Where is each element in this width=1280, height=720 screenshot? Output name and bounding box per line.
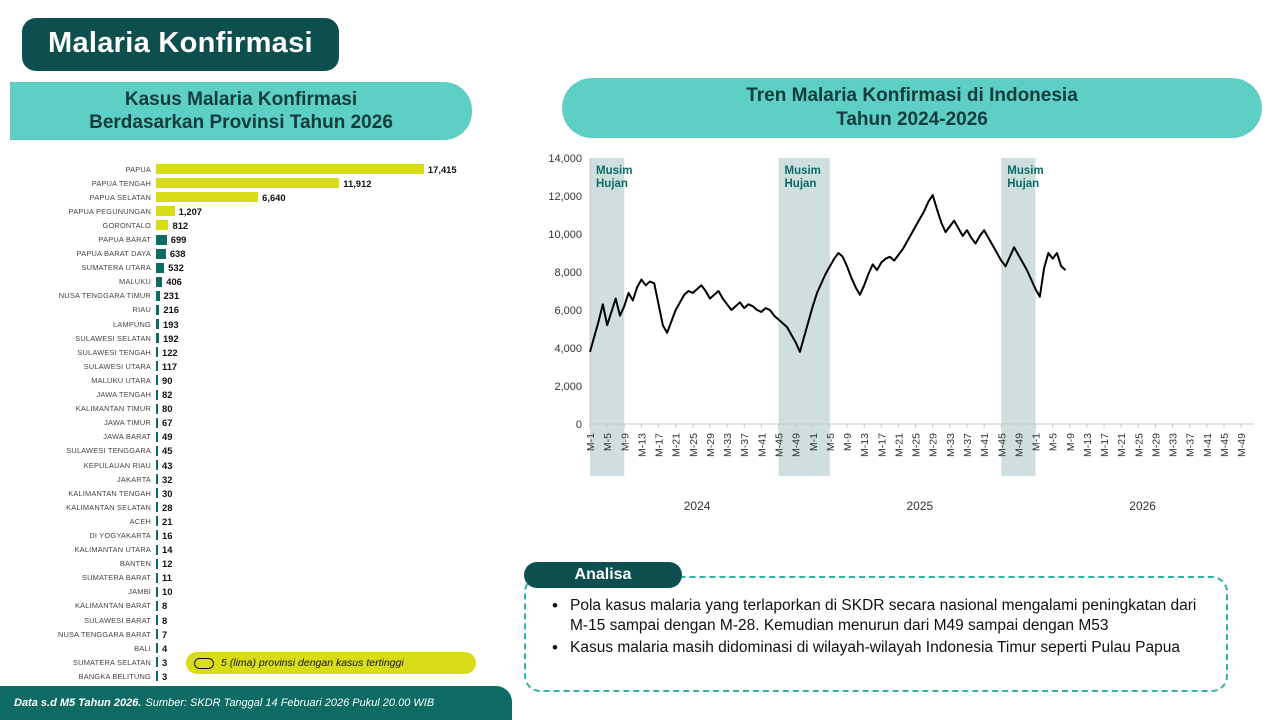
- page-title: [22, 18, 339, 71]
- bar-row: [8, 317, 524, 331]
- bar-row: [8, 247, 524, 261]
- season-band: [590, 158, 624, 476]
- bar-category-label: RIAU: [132, 305, 151, 315]
- bar-row: [8, 528, 524, 542]
- bar-category-label: JAWA TIMUR: [104, 418, 151, 428]
- x-axis-tick-label: M-21: [1116, 433, 1129, 457]
- province-bar-chart: [8, 162, 524, 682]
- x-axis-tick-label: M-29: [1150, 433, 1163, 457]
- bar-category-label: SULAWESI SELATAN: [75, 333, 151, 343]
- footer-source: Sumber: SKDR Tanggal 14 Februari 2026 Pukul 20.00 WIB: [145, 697, 435, 709]
- y-axis-tick-label: 4,000: [554, 343, 582, 355]
- bar-track: [156, 275, 524, 289]
- x-axis-tick-label: M-29: [704, 433, 717, 457]
- national-trend-chart: [522, 150, 1270, 520]
- bar-fill: [156, 643, 158, 653]
- bar-track: [156, 359, 524, 373]
- bar-row: [8, 303, 524, 317]
- bar-track: [156, 402, 524, 416]
- bar-fill: [156, 460, 158, 470]
- analysis-item: • Kasus malaria masih didominasi di wilayah-wilayah Indonesia Timur seperti Pulau Papua: [548, 638, 1210, 658]
- bar-row: [8, 416, 524, 430]
- bar-row: [8, 275, 524, 289]
- bar-track: [156, 388, 524, 402]
- bar-track: [156, 317, 524, 331]
- bar-value-label: 12: [162, 558, 173, 570]
- bar-fill: [156, 502, 158, 512]
- bar-category-label: KALIMANTAN UTARA: [74, 545, 151, 555]
- bar-category-label: JAKARTA: [117, 474, 151, 484]
- analysis-list: [548, 596, 1210, 658]
- bar-category-label: LAMPUNG: [113, 319, 151, 329]
- bar-track: [156, 373, 524, 387]
- bar-category-label: BALI: [134, 643, 151, 653]
- x-axis-tick-label: M-17: [653, 433, 666, 457]
- bar-track: [156, 162, 524, 176]
- bar-fill: [156, 432, 158, 442]
- bar-fill: [156, 404, 158, 414]
- bar-category-label: KALIMANTAN TENGAH: [68, 488, 151, 498]
- bar-track: [156, 444, 524, 458]
- bar-track: [156, 585, 524, 599]
- bar-value-label: 14: [162, 544, 173, 556]
- x-axis-tick-label: M-25: [687, 433, 700, 457]
- bar-value-label: 406: [166, 276, 182, 288]
- bar-row: [8, 514, 524, 528]
- season-band-label: Hujan: [1007, 178, 1040, 190]
- bar-fill: [156, 164, 424, 174]
- x-axis-tick-label: M-45: [996, 433, 1009, 457]
- bar-track: [156, 218, 524, 232]
- x-axis-tick-label: M-1: [585, 433, 597, 452]
- bar-row: [8, 289, 524, 303]
- bar-track: [156, 472, 524, 486]
- x-axis-tick-label: M-1: [807, 433, 820, 452]
- x-axis-tick-label: M-5: [1047, 433, 1060, 452]
- x-axis-tick-label: M-33: [1167, 433, 1180, 457]
- y-axis-tick-label: 8,000: [554, 267, 582, 279]
- bar-value-label: 10: [162, 586, 173, 598]
- bar-fill: [156, 657, 158, 667]
- bar-value-label: 45: [162, 445, 173, 457]
- bar-fill: [156, 474, 158, 484]
- x-axis-year-label: 2026: [1129, 499, 1156, 513]
- y-axis-tick-label: 6,000: [554, 305, 582, 317]
- bar-category-label: BANTEN: [119, 559, 151, 569]
- x-axis-tick-label: M-37: [739, 433, 752, 457]
- bar-fill: [156, 319, 159, 329]
- bar-row: [8, 458, 524, 472]
- x-axis-tick-label: M-13: [859, 433, 872, 457]
- bar-track: [156, 500, 524, 514]
- analysis-title-pill: [524, 562, 682, 588]
- bar-category-label: SULAWESI TENGAH: [77, 347, 151, 357]
- bar-track: [156, 331, 524, 345]
- bar-track: [156, 599, 524, 613]
- bar-category-label: BANGKA BELITUNG: [78, 671, 151, 681]
- bar-fill: [156, 587, 158, 597]
- bar-value-label: 4: [162, 642, 168, 654]
- x-axis-tick-label: M-13: [636, 433, 649, 457]
- season-band-label: Musim: [596, 165, 633, 177]
- bar-category-label: MALUKU UTARA: [91, 375, 151, 385]
- bar-row: [8, 204, 524, 218]
- bar-track: [156, 204, 524, 218]
- bar-value-label: 3: [162, 656, 168, 668]
- bar-value-label: 16: [162, 529, 173, 541]
- x-axis-year-label: 2025: [906, 499, 934, 513]
- analysis-box: [524, 576, 1228, 692]
- bar-category-label: PAPUA BARAT: [98, 235, 151, 245]
- analysis-title: Analisa: [574, 566, 632, 583]
- bar-fill: [156, 333, 159, 343]
- bar-value-label: 8: [162, 614, 168, 626]
- bar-track: [156, 289, 524, 303]
- bar-row: [8, 176, 524, 190]
- bar-value-label: 28: [162, 501, 173, 513]
- bar-row: [8, 402, 524, 416]
- y-axis-tick-label: 2,000: [554, 381, 582, 393]
- x-axis-tick-label: M-5: [824, 433, 837, 452]
- bar-fill: [156, 249, 166, 259]
- bar-category-label: ACEH: [129, 516, 151, 526]
- x-axis-tick-label: M-49: [790, 433, 803, 457]
- bar-fill: [156, 601, 158, 611]
- bar-row: [8, 557, 524, 571]
- bar-fill: [156, 178, 339, 188]
- trend-chart-svg: [522, 150, 1270, 520]
- y-axis-tick-label: 12,000: [548, 191, 582, 203]
- bar-value-label: 21: [162, 515, 173, 527]
- legend-top5: [186, 652, 476, 674]
- bar-value-label: 117: [162, 360, 178, 372]
- bar-fill: [156, 530, 158, 540]
- bar-category-label: KALIMANTAN BARAT: [74, 601, 151, 611]
- bar-track: [156, 430, 524, 444]
- bar-value-label: 638: [169, 248, 186, 260]
- bar-fill: [156, 390, 158, 400]
- bar-category-label: NUSA TENGGARA TIMUR: [58, 291, 151, 301]
- x-axis-tick-label: M-1: [1030, 433, 1043, 452]
- bar-category-label: NUSA TENGGARA BARAT: [57, 629, 151, 639]
- bar-row: [8, 331, 524, 345]
- x-axis-tick-label: M-9: [1064, 433, 1077, 452]
- bar-value-label: 80: [162, 403, 173, 415]
- bar-track: [156, 345, 524, 359]
- bar-row: [8, 571, 524, 585]
- bar-category-label: PAPUA SELATAN: [89, 192, 151, 202]
- x-axis-tick-label: M-41: [1201, 433, 1214, 457]
- y-axis-tick-label: 14,000: [548, 153, 582, 165]
- bar-track: [156, 486, 524, 500]
- bar-category-label: MALUKU: [118, 277, 151, 287]
- x-axis-tick-label: M-13: [1081, 433, 1094, 457]
- x-axis-tick-label: M-21: [893, 433, 906, 457]
- x-axis-tick-label: M-17: [1099, 433, 1112, 457]
- x-axis-tick-label: M-9: [842, 433, 855, 452]
- bar-row: [8, 190, 524, 204]
- bar-category-label: DI YOGYAKARTA: [89, 530, 151, 540]
- x-axis-tick-label: M-9: [619, 433, 632, 452]
- bar-row: [8, 388, 524, 402]
- x-axis-tick-label: M-33: [944, 433, 957, 457]
- bar-row: [8, 585, 524, 599]
- bar-row: [8, 373, 524, 387]
- bar-track: [156, 458, 524, 472]
- y-axis-tick-label: 0: [575, 419, 582, 431]
- bar-fill: [156, 347, 158, 357]
- x-axis-tick-label: M-21: [670, 433, 683, 457]
- bar-track: [156, 247, 524, 261]
- bar-value-label: 8: [162, 600, 168, 612]
- bar-category-label: SULAWESI UTARA: [83, 361, 151, 371]
- bar-category-label: SULAWESI TENGGARA: [66, 446, 151, 456]
- bar-row: [8, 430, 524, 444]
- bar-category-label: JAWA BARAT: [103, 432, 151, 442]
- bar-track: [156, 613, 524, 627]
- bar-fill: [156, 361, 158, 371]
- bar-category-label: GORONTALO: [102, 220, 151, 230]
- bar-value-label: 6,640: [262, 191, 286, 203]
- analysis-item: • Pola kasus malaria yang terlaporkan di SKDR secara nasional mengalami peningkatan dari M-15 sampai dengan M-28. Kemudian menurun dari M49 sampai dengan M53: [548, 596, 1210, 636]
- x-axis-tick-label: M-41: [756, 433, 769, 457]
- x-axis-tick-label: M-5: [602, 433, 615, 452]
- left-chart-title-line1: Kasus Malaria Konfirmasi: [124, 88, 358, 110]
- x-axis-tick-label: M-49: [1236, 433, 1249, 457]
- bar-fill: [156, 573, 158, 583]
- bar-fill: [156, 446, 158, 456]
- bar-category-label: KALIMANTAN TIMUR: [75, 404, 151, 414]
- bar-value-label: 32: [162, 473, 173, 485]
- bar-value-label: 90: [162, 374, 173, 386]
- x-axis-tick-label: M-41: [979, 433, 992, 457]
- trend-chart-title-line2: Tahun 2024-2026: [836, 109, 988, 130]
- bar-track: [156, 571, 524, 585]
- source-footer: [0, 686, 512, 720]
- bar-fill: [156, 615, 158, 625]
- bar-track: [156, 190, 524, 204]
- bar-fill: [156, 418, 158, 428]
- bar-fill: [156, 375, 158, 385]
- bar-track: [156, 303, 524, 317]
- bar-category-label: PAPUA BARAT DAYA: [76, 249, 151, 259]
- left-chart-title-line2: Berdasarkan Provinsi Tahun 2026: [89, 112, 393, 133]
- bar-row: [8, 444, 524, 458]
- x-axis-tick-label: M-25: [910, 433, 923, 457]
- bar-category-label: PAPUA TENGAH: [91, 178, 151, 188]
- bar-track: [156, 557, 524, 571]
- bar-fill: [156, 488, 158, 498]
- bar-track: [156, 416, 524, 430]
- bar-row: [8, 486, 524, 500]
- bar-value-label: 67: [162, 417, 173, 429]
- bar-fill: [156, 192, 258, 202]
- bar-category-label: KALIMANTAN SELATAN: [66, 502, 151, 512]
- x-axis-tick-label: M-37: [1184, 433, 1197, 457]
- bar-track: [156, 232, 524, 246]
- bar-fill: [156, 291, 160, 301]
- bar-category-label: JAWA TENGAH: [96, 390, 151, 400]
- bar-value-label: 231: [163, 290, 180, 302]
- bar-row: [8, 232, 524, 246]
- bar-value-label: 216: [163, 304, 179, 316]
- bar-fill: [156, 671, 158, 681]
- x-axis-tick-label: M-45: [1219, 433, 1232, 457]
- bar-fill: [156, 559, 158, 569]
- bar-fill: [156, 545, 158, 555]
- bar-fill: [156, 277, 162, 287]
- x-axis-tick-label: M-49: [1013, 433, 1026, 457]
- bar-category-label: SUMATERA SELATAN: [73, 657, 151, 667]
- bar-fill: [156, 516, 158, 526]
- x-axis-year-label: 2024: [683, 499, 711, 513]
- bar-category-label: SULAWESI BARAT: [84, 615, 151, 625]
- x-axis-tick-label: M-33: [722, 433, 735, 457]
- bar-track: [156, 543, 524, 557]
- left-chart-header: [10, 82, 472, 140]
- legend-swatch-icon: [194, 658, 214, 669]
- bar-category-label: PAPUA PEGUNUNGAN: [68, 206, 151, 216]
- bar-row: [8, 261, 524, 275]
- bar-row: [8, 543, 524, 557]
- legend-label: 5 (lima) provinsi dengan kasus tertinggi: [221, 657, 404, 669]
- trend-chart-header: [562, 78, 1262, 138]
- bar-row: [8, 218, 524, 232]
- x-axis-tick-label: M-29: [927, 433, 940, 457]
- bar-track: [156, 176, 524, 190]
- bar-value-label: 17,415: [427, 163, 457, 175]
- bar-value-label: 11,912: [343, 177, 372, 189]
- x-axis-tick-label: M-17: [876, 433, 889, 457]
- bar-value-label: 3: [162, 670, 168, 682]
- bar-fill: [156, 263, 164, 273]
- bar-value-label: 122: [162, 346, 178, 358]
- season-band: [1001, 158, 1035, 476]
- bar-track: [156, 528, 524, 542]
- bar-category-label: SUMATERA UTARA: [81, 263, 151, 273]
- bar-row: [8, 500, 524, 514]
- bar-fill: [156, 220, 168, 230]
- bar-value-label: 192: [162, 332, 179, 344]
- footer-data-period: Data s.d M5 Tahun 2026.: [14, 697, 142, 709]
- bar-value-label: 532: [168, 262, 184, 274]
- season-band-label: Hujan: [784, 178, 817, 190]
- bar-value-label: 7: [162, 628, 168, 640]
- bar-value-label: 812: [172, 219, 189, 231]
- x-axis-tick-label: M-37: [961, 433, 974, 457]
- bar-track: [156, 627, 524, 641]
- bar-value-label: 43: [162, 459, 173, 471]
- bar-fill: [156, 305, 159, 315]
- bar-row: [8, 359, 524, 373]
- y-axis-tick-label: 10,000: [548, 229, 582, 241]
- bar-value-label: 11: [162, 572, 172, 584]
- bar-row: [8, 613, 524, 627]
- bar-row: [8, 627, 524, 641]
- season-band-label: Hujan: [596, 178, 628, 190]
- season-band: [778, 158, 829, 476]
- bar-row: [8, 162, 524, 176]
- bar-category-label: PAPUA: [125, 164, 151, 174]
- bar-fill: [156, 235, 167, 245]
- bar-value-label: 30: [162, 487, 173, 499]
- bar-fill: [156, 206, 175, 216]
- bar-value-label: 699: [170, 234, 187, 246]
- bar-category-label: JAMBI: [128, 587, 151, 597]
- bar-value-label: 1,207: [178, 205, 203, 217]
- bar-category-label: SUMATERA BARAT: [81, 573, 151, 583]
- bar-fill: [156, 629, 158, 639]
- bar-value-label: 193: [162, 318, 179, 330]
- bar-value-label: 49: [162, 431, 173, 443]
- bar-category-label: KEPULAUAN RIAU: [83, 460, 151, 470]
- bar-track: [156, 261, 524, 275]
- season-band-label: Musim: [1007, 165, 1044, 177]
- x-axis-tick-label: M-45: [773, 433, 786, 457]
- season-band-label: Musim: [784, 165, 821, 177]
- bar-row: [8, 599, 524, 613]
- bar-track: [156, 514, 524, 528]
- x-axis-tick-label: M-25: [1133, 433, 1146, 457]
- bar-value-label: 82: [162, 389, 173, 401]
- bar-row: [8, 345, 524, 359]
- trend-chart-title-line1: Tren Malaria Konfirmasi di Indonesia: [746, 85, 1078, 107]
- page-title-text: Malaria Konfirmasi: [48, 27, 313, 59]
- bar-row: [8, 472, 524, 486]
